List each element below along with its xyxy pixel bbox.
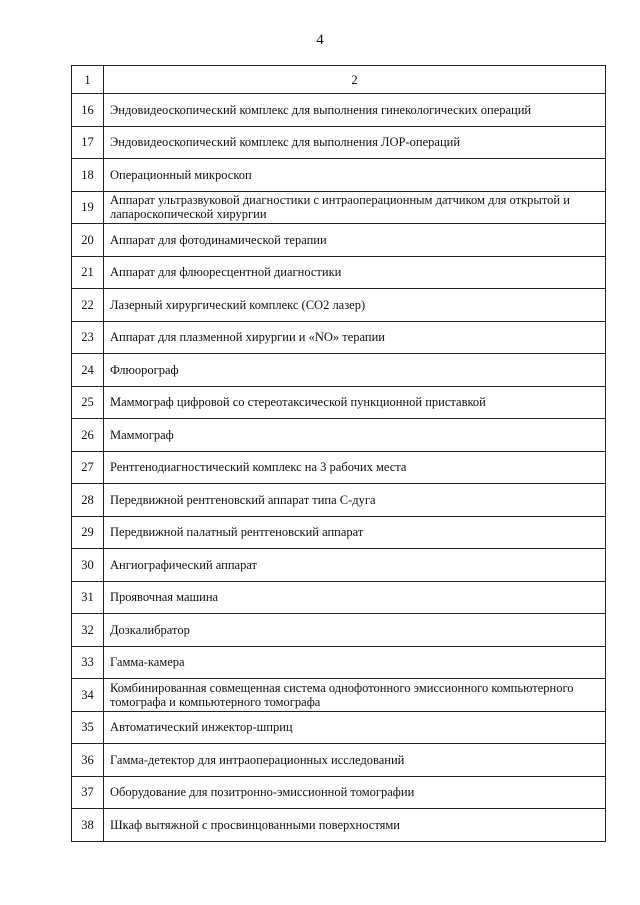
column-number-header: 1	[72, 66, 104, 94]
row-number: 30	[72, 549, 104, 582]
row-number: 19	[72, 191, 104, 224]
equipment-name: Аппарат для фотодинамической терапии	[104, 224, 606, 257]
table-row	[72, 646, 606, 679]
equipment-name: Маммограф цифровой со стереотаксической пункционной приставкой	[104, 386, 606, 419]
equipment-name: Проявочная машина	[104, 581, 606, 614]
equipment-name: Флюорограф	[104, 354, 606, 387]
table-row	[72, 256, 606, 289]
equipment-name: Передвижной рентгеновский аппарат типа С-дуга	[104, 484, 606, 517]
table-row	[72, 776, 606, 809]
table-row	[72, 321, 606, 354]
row-number: 23	[72, 321, 104, 354]
row-number: 34	[72, 679, 104, 712]
row-number: 31	[72, 581, 104, 614]
table-row	[72, 744, 606, 777]
row-number: 35	[72, 711, 104, 744]
row-number: 20	[72, 224, 104, 257]
equipment-table	[71, 65, 606, 842]
table-row	[72, 159, 606, 192]
table-row	[72, 809, 606, 842]
equipment-name: Эндовидеоскопический комплекс для выполнения ЛОР-операций	[104, 126, 606, 159]
equipment-name: Маммограф	[104, 419, 606, 452]
table-row	[72, 191, 606, 224]
row-number: 17	[72, 126, 104, 159]
row-number: 27	[72, 451, 104, 484]
table-row	[72, 451, 606, 484]
row-number: 38	[72, 809, 104, 842]
equipment-name: Лазерный хирургический комплекс (СО2 лазер)	[104, 289, 606, 322]
equipment-name: Передвижной палатный рентгеновский аппарат	[104, 516, 606, 549]
table-row	[72, 679, 606, 712]
equipment-name: Дозкалибратор	[104, 614, 606, 647]
table-row	[72, 581, 606, 614]
row-number: 21	[72, 256, 104, 289]
equipment-name: Комбинированная совмещенная система однофотонного эмиссионного компьютерного томографа и компьютерного томографа	[104, 679, 606, 712]
table-row	[72, 614, 606, 647]
equipment-name: Гамма-детектор для интраоперационных исследований	[104, 744, 606, 777]
table-row	[72, 549, 606, 582]
equipment-name: Эндовидеоскопический комплекс для выполнения гинекологических операций	[104, 94, 606, 127]
table-row	[72, 386, 606, 419]
equipment-name: Шкаф вытяжной с просвинцованными поверхностями	[104, 809, 606, 842]
table-row	[72, 94, 606, 127]
table-header-row	[72, 66, 606, 94]
equipment-name: Операционный микроскоп	[104, 159, 606, 192]
equipment-name: Рентгенодиагностический комплекс на 3 рабочих места	[104, 451, 606, 484]
equipment-name: Аппарат ультразвуковой диагностики с интраоперационным датчиком для открытой и лапароскопической хирургии	[104, 191, 606, 224]
row-number: 28	[72, 484, 104, 517]
page-number: 4	[316, 32, 324, 48]
table-row	[72, 289, 606, 322]
equipment-name: Автоматический инжектор-шприц	[104, 711, 606, 744]
row-number: 24	[72, 354, 104, 387]
row-number: 26	[72, 419, 104, 452]
equipment-name: Оборудование для позитронно-эмиссионной томографии	[104, 776, 606, 809]
table-row	[72, 419, 606, 452]
table-row	[72, 126, 606, 159]
row-number: 18	[72, 159, 104, 192]
table-row	[72, 711, 606, 744]
equipment-name: Аппарат для плазменной хирургии и «NO» терапии	[104, 321, 606, 354]
row-number: 33	[72, 646, 104, 679]
row-number: 32	[72, 614, 104, 647]
table-row	[72, 516, 606, 549]
row-number: 29	[72, 516, 104, 549]
equipment-name: Ангиографический аппарат	[104, 549, 606, 582]
equipment-name: Аппарат для флюоресцентной диагностики	[104, 256, 606, 289]
row-number: 22	[72, 289, 104, 322]
table-row	[72, 224, 606, 257]
table-row	[72, 354, 606, 387]
row-number: 36	[72, 744, 104, 777]
row-number: 37	[72, 776, 104, 809]
row-number: 16	[72, 94, 104, 127]
table-row	[72, 484, 606, 517]
equipment-name: Гамма-камера	[104, 646, 606, 679]
column-name-header: 2	[104, 66, 606, 94]
row-number: 25	[72, 386, 104, 419]
